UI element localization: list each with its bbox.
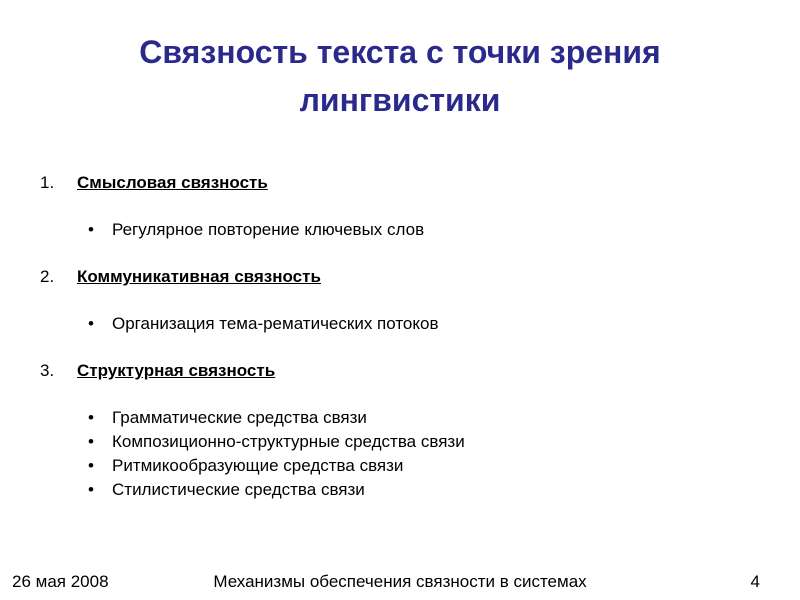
- list-item: [88, 454, 740, 478]
- bullet-icon: •: [88, 480, 94, 499]
- page-number: 4: [750, 572, 760, 591]
- list-item-text: Ритмикообразующие средства связи: [112, 456, 404, 475]
- footer-date: 26 мая 2008: [12, 572, 109, 591]
- slide-title: Связность текста с точки зрения лингвистики: [139, 34, 661, 118]
- section-title: Коммуникативная связность: [77, 267, 321, 286]
- list-item-text: Стилистические средства связи: [112, 480, 365, 499]
- list-item-text: Грамматические средства связи: [112, 408, 367, 427]
- bullet-icon: •: [88, 432, 94, 451]
- section-heading: [40, 359, 740, 383]
- list-item-text: Организация тема-рематических потоков: [112, 314, 439, 333]
- bullet-icon: •: [88, 408, 94, 427]
- section-title: Структурная связность: [77, 361, 276, 380]
- list-item: [88, 218, 740, 242]
- bullet-icon: •: [88, 456, 94, 475]
- bullet-list: [40, 218, 740, 242]
- bullet-list: [40, 312, 740, 336]
- section-heading: [40, 265, 740, 289]
- slide-content: [40, 171, 740, 502]
- list-item-text: Регулярное повторение ключевых слов: [112, 220, 425, 239]
- section-communicative-coherence: [40, 265, 740, 336]
- section-heading: [40, 171, 740, 195]
- list-item: [88, 312, 740, 336]
- list-item: [88, 478, 740, 502]
- footer-title: Механизмы обеспечения связности в системах: [213, 572, 587, 591]
- section-structural-coherence: [40, 359, 740, 502]
- section-title: Смысловая связность: [77, 173, 268, 192]
- bullet-list: [40, 406, 740, 502]
- bullet-icon: •: [88, 220, 94, 239]
- list-item-text: Композиционно-структурные средства связи: [112, 432, 465, 451]
- bullet-icon: •: [88, 314, 94, 333]
- section-semantic-coherence: [40, 171, 740, 242]
- section-number: 1.: [40, 173, 55, 192]
- section-number: 2.: [40, 267, 55, 286]
- section-number: 3.: [40, 361, 55, 380]
- list-item: [88, 406, 740, 430]
- list-item: [88, 430, 740, 454]
